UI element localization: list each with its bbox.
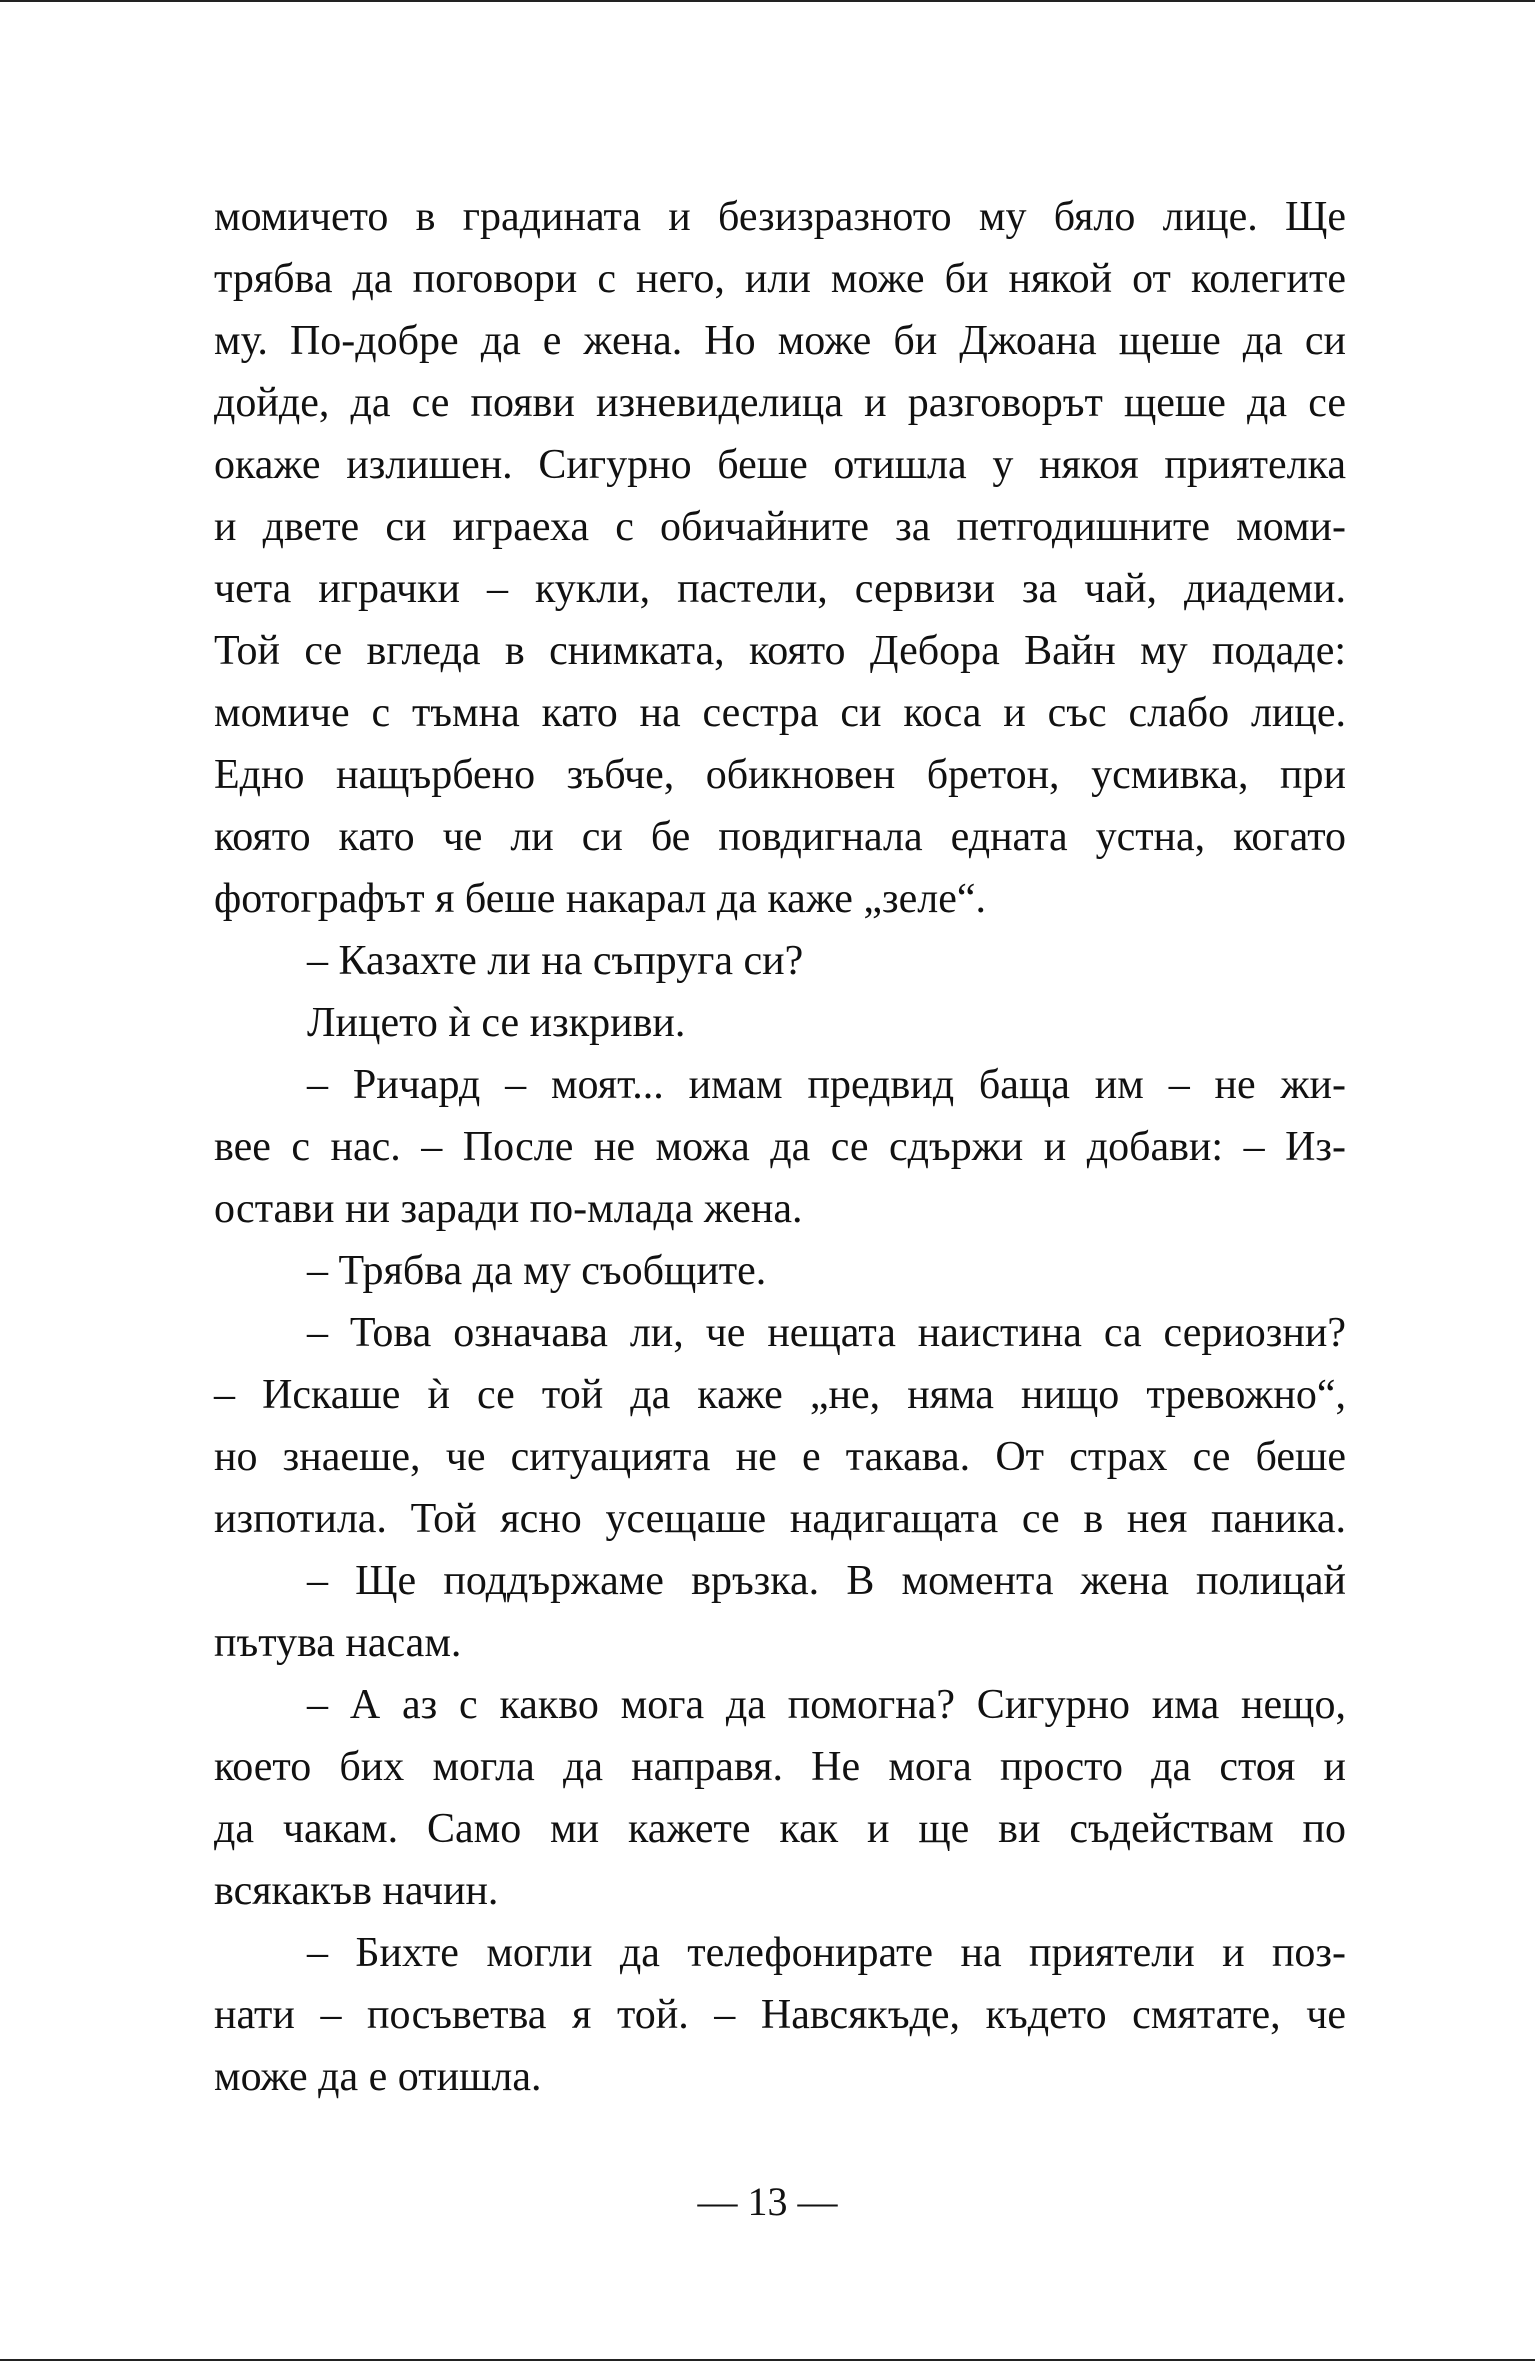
text-line: всякакъв начин. (214, 1868, 499, 1914)
text-line: – Казахте ли на съпруга си? (307, 938, 804, 984)
text-line: но знаеше, че ситуацията не е такава. От страх се беше (214, 1434, 1346, 1480)
text-line: – Искаше ѝ се той да каже „не, няма нищо тревожно“, (214, 1372, 1346, 1418)
text-line: да чакам. Само ми кажете как и ще ви съдействам по (214, 1806, 1346, 1852)
text-line: – Ричард – моят... имам предвид баща им – не жи- (307, 1062, 1346, 1108)
text-line: – Ще поддържаме връзка. В момента жена полицай (307, 1558, 1346, 1604)
text-line: изпотила. Той ясно усещаше надигащата се в нея паника. (214, 1496, 1346, 1542)
text-line: което бих могла да направя. Не мога просто да стоя и (214, 1744, 1346, 1790)
page-number: — 13 — (697, 2179, 838, 2224)
top-border-line (0, 0, 1535, 2)
text-line: – Трябва да му съобщите. (307, 1248, 767, 1294)
text-line: може да е отишла. (214, 2054, 542, 2100)
text-line: Той се вгледа в снимката, която Дебора Вайн му подаде: (214, 628, 1346, 674)
text-line: момиче с тъмна като на сестра си коса и със слабо лице. (214, 690, 1346, 736)
text-line: момичето в градината и безизразното му бяло лице. Ще (214, 194, 1346, 240)
text-line: – А аз с какво мога да помогна? Сигурно има нещо, (307, 1682, 1346, 1728)
text-line: пътува насам. (214, 1620, 462, 1666)
text-line: остави ни заради по-млада жена. (214, 1186, 803, 1232)
text-line: и двете си играеха с обичайните за петгодишните моми- (214, 504, 1346, 550)
bottom-border-line (0, 2359, 1535, 2361)
text-line: – Бихте могли да телефонирате на приятели и поз- (307, 1930, 1346, 1976)
text-line: трябва да поговори с него, или може би някой от колегите (214, 256, 1346, 302)
text-line: дойде, да се появи изневиделица и разговорът щеше да се (214, 380, 1346, 426)
text-line: вее с нас. – После не можа да се сдържи и добави: – Из- (214, 1124, 1346, 1170)
text-line: – Това означава ли, че нещата наистина са сериозни? (307, 1310, 1346, 1356)
text-line: нати – посъветва я той. – Навсякъде, където смятате, че (214, 1992, 1346, 2038)
text-line: Едно нащърбено зъбче, обикновен бретон, усмивка, при (214, 752, 1346, 798)
text-line: която като че ли си бе повдигнала едната устна, когато (214, 814, 1346, 860)
text-line: Лицето ѝ се изкриви. (307, 1000, 686, 1046)
text-line: окаже излишен. Сигурно беше отишла у някоя приятелка (214, 442, 1346, 488)
text-line: чета играчки – кукли, пастели, сервизи за чай, диадеми. (214, 566, 1346, 612)
text-line: му. По-добре да е жена. Но може би Джоана щеше да си (214, 318, 1346, 364)
text-line: фотографът я беше накарал да каже „зеле“. (214, 876, 987, 922)
